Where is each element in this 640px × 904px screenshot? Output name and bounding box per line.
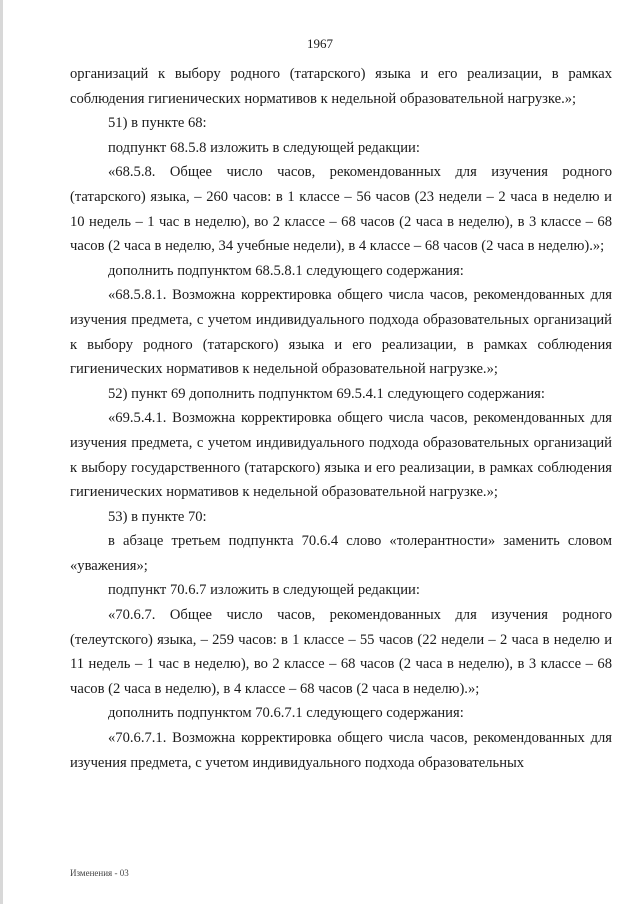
paragraph-10: в абзаце третьем подпункта 70.6.4 слово «толерантности» заменить словом «уважения»; (70, 533, 612, 574)
paragraph-14: «70.6.7.1. Возможна корректировка общего числа часов, рекомендованных для изучения предмета, с учетом индивидуального подхода образовательных (70, 730, 612, 771)
paragraph-3: подпункт 68.5.8 изложить в следующей редакции: (108, 139, 420, 156)
paragraph-6: «68.5.8.1. Возможна корректировка общего числа часов, рекомендованных для изучения предмета, с учетом индивидуального подхода образовательных организаций к выбору родного (татарского) языка и его реализации, в рамках соблюдения гигиенических нормативов к недельной образовательной нагрузке.»; (70, 287, 612, 378)
paragraph-13: дополнить подпунктом 70.6.7.1 следующего содержания: (108, 705, 464, 722)
page-footer: Изменения - 03 (70, 868, 129, 878)
paragraph-7: 52) пункт 69 дополнить подпунктом 69.5.4.1 следующего содержания: (108, 385, 545, 402)
paragraph-1: организаций к выбору родного (татарского) языка и его реализации, в рамках соблюдения гигиенических нормативов к недельной образовательной нагрузке.»; (70, 66, 612, 107)
paragraph-11: подпункт 70.6.7 изложить в следующей редакции: (108, 582, 420, 599)
paragraph-9: 53) в пункте 70: (108, 508, 207, 525)
page-number: 1967 (307, 36, 333, 51)
paragraph-5: дополнить подпунктом 68.5.8.1 следующего содержания: (108, 262, 464, 279)
paragraph-2: 51) в пункте 68: (108, 115, 207, 132)
scan-edge (0, 0, 3, 904)
paragraph-12: «70.6.7. Общее число часов, рекомендованных для изучения родного (телеутского) языка, – 259 часов: в 1 классе – 55 часов (22 недели – 2 часа в неделю и 11 недель – 1 час в неделю), во 2 классе – 68 часов (2 часа в неделю), в 3 классе – 68 часов (2 часа в неделю), в 4 классе – 68 часов (2 часа в неделю).»; (70, 607, 612, 697)
paragraph-4: «68.5.8. Общее число часов, рекомендованных для изучения родного (татарского) языка, – 260 часов: в 1 классе – 56 часов (23 недели – 2 часа в неделю и 10 недель – 1 час в неделю), во 2 классе – 68 часов (2 часа в неделю), в 3 классе – 68 часов (2 часа в неделю, 34 учебные недели), в 4 классе – 68 часов (2 часа в неделю).»; (70, 164, 612, 255)
paragraph-8: «69.5.4.1. Возможна корректировка общего числа часов, рекомендованных для изучения предмета, с учетом индивидуального подхода образовательных организаций к выбору государственного (татарского) языка и его реализации, в рамках соблюдения гигиенических нормативов к недельной образовательной нагрузке.»; (70, 410, 612, 501)
body-text (70, 62, 612, 775)
